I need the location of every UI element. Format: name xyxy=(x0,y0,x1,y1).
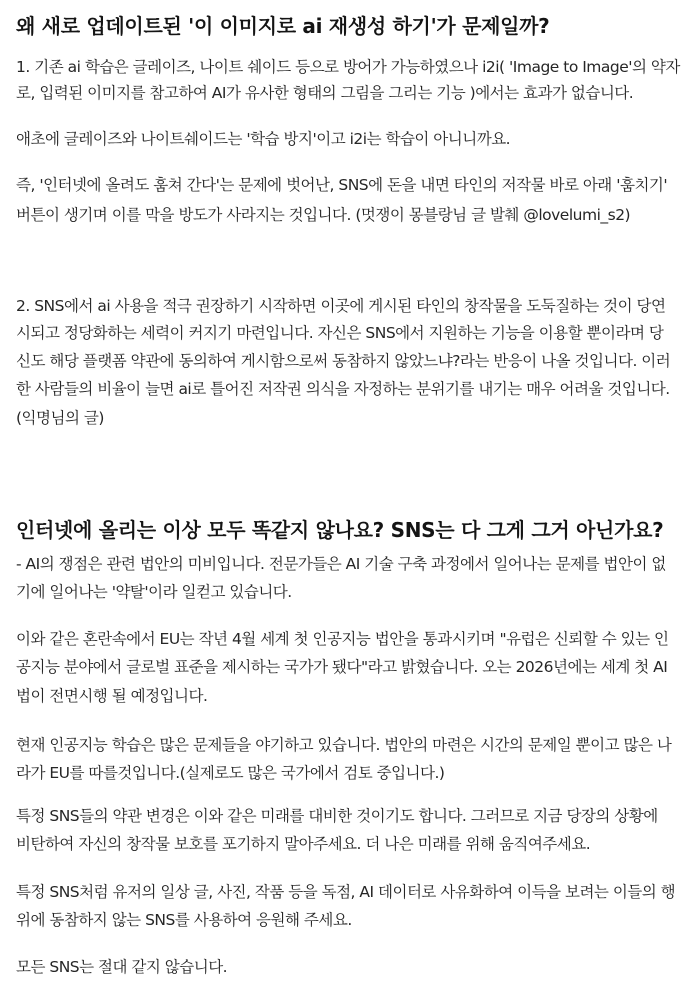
section-2-paragraph-6-line-1: 모든 SNS는 절대 같지 않습니다. xyxy=(16,958,228,976)
section-1-paragraph-4-line-4: 한 사람들의 비율이 늘면 ai로 틀어진 저작권 의식을 자정하는 분위기를 내기는 매우 어려울 것입니다. xyxy=(16,380,670,398)
section-1-heading: 왜 새로 업데이트된 '이 이미지로 ai 재생성 하기'가 문제일까? xyxy=(16,14,550,38)
section-2-paragraph-1-line-2: 기에 일어나는 '약탈'이라 일컫고 있습니다. xyxy=(16,583,292,601)
section-2-paragraph-2-line-1: 이와 같은 혼란속에서 EU는 작년 4월 세계 첫 인공지능 법안을 통과시키며 "유럽은 신뢰할 수 있는 인 xyxy=(16,630,669,648)
section-2-paragraph-4-line-2: 비탄하여 자신의 창작물 보호를 포기하지 말아주세요. 더 나은 미래를 위해 움직여주세요. xyxy=(16,835,591,853)
section-1-paragraph-4-line-5: (익명님의 글) xyxy=(16,409,104,427)
section-1-paragraph-4-line-3: 신도 해당 플랫폼 약관에 동의하여 게시함으로써 동참하지 않았느냐?라는 반응이 나올 것입니다. 이러 xyxy=(16,352,671,370)
section-1-paragraph-4-line-2: 시되고 정당화하는 세력이 커지기 마련입니다. 자신은 SNS에서 지원하는 기능을 이용할 뿐이라며 당 xyxy=(16,324,664,342)
section-2-paragraph-3-line-1: 현재 인공지능 학습은 많은 문제들을 야기하고 있습니다. 법안의 마련은 시간의 문제일 뿐이고 많은 나 xyxy=(16,736,672,754)
section-1-paragraph-3-line-2: 버튼이 생기며 이를 막을 방도가 사라지는 것입니다. (멋쟁이 몽블랑님 글 발췌 @lovelumi_s2) xyxy=(16,206,631,224)
section-1-paragraph-2-line-1: 애초에 글레이즈와 나이트쉐이드는 '학습 방지'이고 i2i는 학습이 아니니까요. xyxy=(16,130,511,148)
section-2-paragraph-3-line-2: 라가 EU를 따를것입니다.(실제로도 많은 국가에서 검토 중입니다.) xyxy=(16,764,445,782)
section-1-paragraph-4-line-1: 2. SNS에서 ai 사용을 적극 권장하기 시작하면 이곳에 게시된 타인의 창작물을 도둑질하는 것이 당연 xyxy=(16,297,666,315)
section-1-paragraph-3-line-1: 즉, '인터넷에 올려도 훔쳐 간다'는 문제에 벗어난, SNS에 돈을 내면 타인의 저작물 바로 아래 '훔치기' xyxy=(16,176,668,194)
section-1-paragraph-1-line-2: 로, 입력된 이미지를 참고하여 AI가 유사한 형태의 그림을 그리는 기능 )에서는 효과가 없습니다. xyxy=(16,84,634,102)
section-2-paragraph-2-line-3: 법이 전면시행 될 예정입니다. xyxy=(16,687,208,705)
section-2-paragraph-1-line-1: - AI의 쟁점은 관련 법안의 미비입니다. 전문가들은 AI 기술 구축 과정에서 일어나는 문제를 법안이 없 xyxy=(16,555,666,573)
section-1-paragraph-1-line-1: 1. 기존 ai 학습은 글레이즈, 나이트 쉐이드 등으로 방어가 가능하였으나 i2i( 'Image to Image'의 약자 xyxy=(16,58,680,76)
section-2-paragraph-2-line-2: 공지능 분야에서 글로벌 표준을 제시하는 국가가 됐다"라고 밝혔습니다. 오는 2026년에는 세계 첫 AI xyxy=(16,658,668,676)
section-2-paragraph-5-line-1: 특정 SNS처럼 유저의 일상 글, 사진, 작품 등을 독점, AI 데이터로 사유화하여 이득을 보려는 이들의 행 xyxy=(16,883,676,901)
section-2-paragraph-4-line-1: 특정 SNS들의 약관 변경은 이와 같은 미래를 대비한 것이기도 합니다. 그러므로 지금 당장의 상황에 xyxy=(16,807,658,825)
section-2-heading: 인터넷에 올리는 이상 모두 똑같지 않나요? SNS는 다 그게 그거 아닌가요? xyxy=(16,518,664,542)
section-2-paragraph-5-line-2: 위에 동참하지 않는 SNS를 사용하여 응원해 주세요. xyxy=(16,911,352,929)
